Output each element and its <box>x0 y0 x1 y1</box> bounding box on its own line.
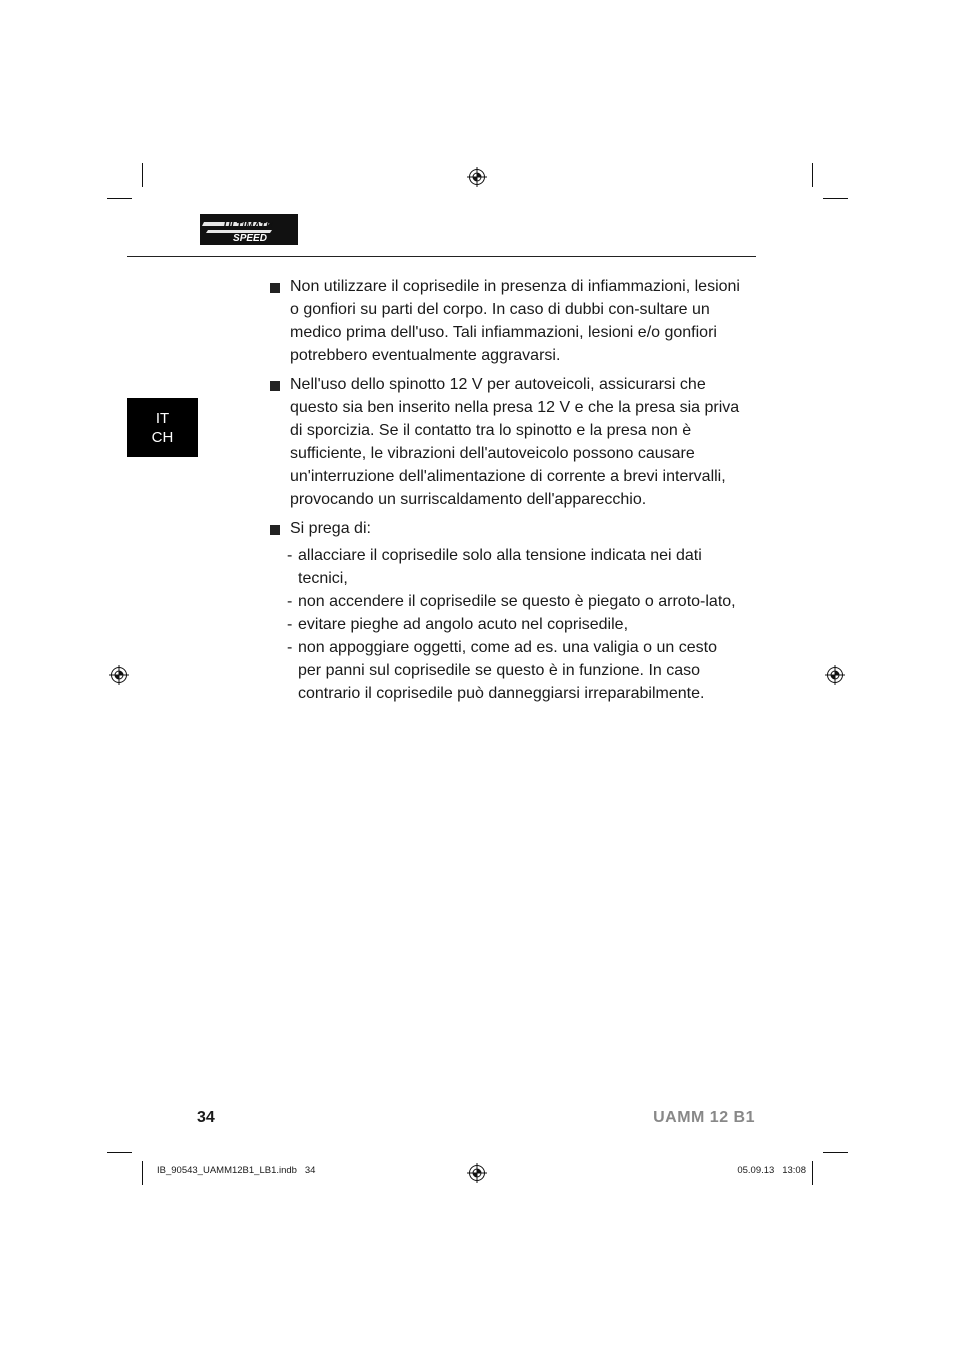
sub-list <box>287 544 740 705</box>
crop-mark <box>812 163 813 187</box>
logo-text-bottom: SPEED <box>233 233 267 244</box>
print-slug-file: IB_90543_UAMM12B1_LB1.indb 34 <box>157 1165 316 1176</box>
list-item <box>270 373 740 511</box>
model-name: UAMM 12 B1 <box>653 1109 755 1126</box>
bullet-text: Si prega di: <box>290 520 371 537</box>
crop-mark <box>823 1152 848 1153</box>
print-slug-date: 05.09.13 13:08 <box>737 1165 806 1176</box>
crop-mark <box>812 1161 813 1185</box>
sub-item-text: non appoggiare oggetti, come ad es. una valigia o un cesto per panni sul coprisedile se questo è in funzione. In caso contrario il coprisedile può danneggiarsi irreparabilmente. <box>298 639 717 702</box>
crop-mark <box>142 1161 143 1185</box>
bullet-text: Non utilizzare il coprisedile in presenza di infiammazioni, lesioni o gonfiori su parti del corpo. In caso di dubbi con-sultare un medico prima dell'uso. Tali infiammazioni, lesioni e/o gonfiori potrebbero eventualmente aggravarsi. <box>290 278 740 364</box>
crop-mark <box>142 163 143 187</box>
sub-list-item: - allacciare il coprisedile solo alla tensione indicata nei dati tecnici, <box>287 547 702 587</box>
page-number: 34 <box>197 1109 215 1126</box>
registration-mark-icon <box>825 665 845 685</box>
sub-item-text: non accendere il coprisedile se questo è piegato o arroto-lato, <box>298 593 736 610</box>
registration-mark-icon <box>109 665 129 685</box>
header-divider <box>127 256 756 257</box>
crop-mark <box>107 1152 132 1153</box>
crop-mark <box>823 198 848 199</box>
sub-list-item: - non accendere il coprisedile se questo è piegato o arroto-lato, <box>287 593 736 610</box>
sub-item-text: evitare pieghe ad angolo acuto nel coprisedile, <box>298 616 629 633</box>
sub-list-item: - non appoggiare oggetti, come ad es. una valigia o un cesto per panni sul coprisedile se questo è in funzione. In caso contrario il coprisedile può danneggiarsi irreparabilmente. <box>287 639 717 702</box>
square-bullet-icon <box>270 283 280 293</box>
list-item <box>270 275 740 367</box>
registration-mark-icon <box>467 1163 487 1183</box>
list-item <box>270 517 740 705</box>
sub-list-item: - evitare pieghe ad angolo acuto nel coprisedile, <box>287 616 629 633</box>
ultimate-speed-logo <box>200 214 298 245</box>
sub-item-text: allacciare il coprisedile solo alla tensione indicata nei dati tecnici, <box>298 547 702 587</box>
language-code-it: IT <box>155 410 170 427</box>
square-bullet-icon <box>270 525 280 535</box>
logo-text-top: ULTIMATE <box>223 221 273 232</box>
language-tab <box>127 398 198 457</box>
safety-instructions <box>270 275 740 711</box>
square-bullet-icon <box>270 381 280 391</box>
bullet-text: Nell'uso dello spinotto 12 V per autoveicoli, assicurarsi che questo sia ben inserito nella presa 12 V e che la presa sia priva di sporcizia. Se il contatto tra lo spinotto e la presa non è sufficiente, le vibrazioni dell'autoveicolo possono causare un'interruzione dell'alimentazione di corrente a brevi intervalli, provocando un surriscaldamento dell'apparecchio. <box>290 376 740 508</box>
crop-mark <box>107 198 132 199</box>
language-code-ch: CH <box>151 429 174 446</box>
registration-mark-icon <box>467 167 487 187</box>
